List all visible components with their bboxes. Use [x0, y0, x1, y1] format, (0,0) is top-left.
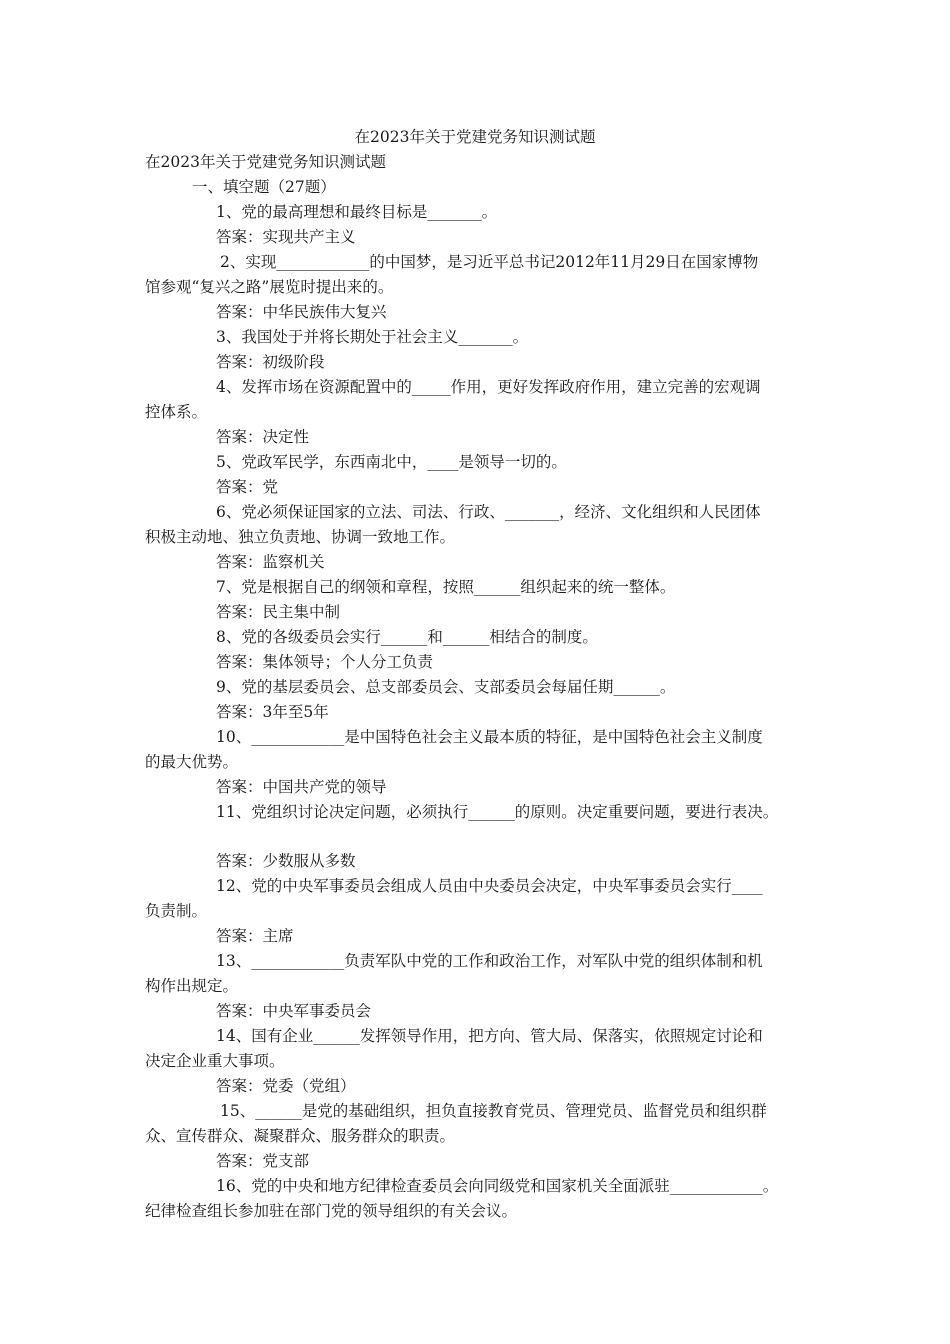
question-line-continued: 的最大优势。 [145, 753, 239, 771]
answer-line: 答案：3年至5年 [216, 703, 329, 721]
question-line: 3、我国处于并将长期处于社会主义_______。 [216, 328, 529, 346]
question-line: 16、党的中央和地方纪律检查委员会向同级党和国家机关全面派驻____________。 [216, 1177, 779, 1195]
question-line: 2、实现____________的中国梦，是习近平总书记2012年11月29日在国家博物 [220, 253, 759, 271]
document-subtitle: 在2023年关于党建党务知识测试题 [145, 153, 386, 171]
question-line-continued: 积极主动地、独立负责地、协调一致地工作。 [145, 528, 456, 546]
answer-line: 答案：中国共产党的领导 [216, 778, 387, 796]
question-line: 13、____________负责军队中党的工作和政治工作，对军队中党的组织体制和机 [216, 952, 763, 970]
question-line-continued: 众、宣传群众、凝聚群众、服务群众的职责。 [145, 1127, 456, 1145]
answer-line: 答案：党支部 [216, 1152, 310, 1170]
question-line: 7、党是根据自己的纲领和章程，按照______组织起来的统一整体。 [216, 578, 676, 596]
answer-line: 答案：党委（党组） [216, 1077, 356, 1095]
answer-line: 答案：民主集中制 [216, 603, 341, 621]
answer-line: 答案：初级阶段 [216, 353, 325, 371]
question-line: 1、党的最高理想和最终目标是_______。 [216, 203, 498, 221]
question-line: 10、____________是中国特色社会主义最本质的特征，是中国特色社会主义制度 [216, 728, 763, 746]
question-line-continued: 控体系。 [145, 403, 208, 421]
answer-line: 答案：监察机关 [216, 553, 325, 571]
section-heading: 一、填空题（27题） [192, 178, 336, 196]
answer-line: 答案：中华民族伟大复兴 [216, 303, 387, 321]
question-line: 15、______是党的基础组织，担负直接教育党员、管理党员、监督党员和组织群 [220, 1102, 767, 1120]
answer-line: 答案：少数服从多数 [216, 852, 356, 870]
question-line-continued: 馆参观“复兴之路”展览时提出来的。 [145, 278, 394, 296]
question-line-continued: 纪律检查组长参加驻在部门党的领导组织的有关会议。 [145, 1202, 518, 1220]
answer-line: 答案：中央军事委员会 [216, 1002, 372, 1020]
question-line: 4、发挥市场在资源配置中的_____作用，更好发挥政府作用，建立完善的宏观调 [216, 378, 761, 396]
answer-line: 答案：集体领导；个人分工负责 [216, 653, 434, 671]
question-line: 12、党的中央军事委员会组成人员由中央委员会决定，中央军事委员会实行____ [216, 877, 763, 895]
answer-line: 答案：实现共产主义 [216, 228, 356, 246]
question-line-continued: 决定企业重大事项。 [145, 1052, 285, 1070]
question-line: 8、党的各级委员会实行______和______相结合的制度。 [216, 628, 598, 646]
page-title: 在2023年关于党建党务知识测试题 [354, 128, 596, 146]
question-line: 6、党必须保证国家的立法、司法、行政、_______，经济、文化组织和人民团体 [216, 503, 761, 521]
answer-line: 答案：决定性 [216, 428, 310, 446]
question-line-continued: 负责制。 [145, 902, 208, 920]
question-line: 14、国有企业______发挥领导作用，把方向、管大局、保落实，依照规定讨论和 [216, 1027, 763, 1045]
answer-line: 答案：主席 [216, 927, 294, 945]
question-line: 9、党的基层委员会、总支部委员会、支部委员会每届任期______。 [216, 678, 676, 696]
answer-line: 答案：党 [216, 478, 279, 496]
question-line-continued: 构作出规定。 [145, 977, 239, 995]
question-line: 5、党政军民学，东西南北中，____是领导一切的。 [216, 453, 567, 471]
question-line: 11、党组织讨论决定问题，必须执行______的原则。决定重要问题，要进行表决。 [216, 803, 779, 821]
